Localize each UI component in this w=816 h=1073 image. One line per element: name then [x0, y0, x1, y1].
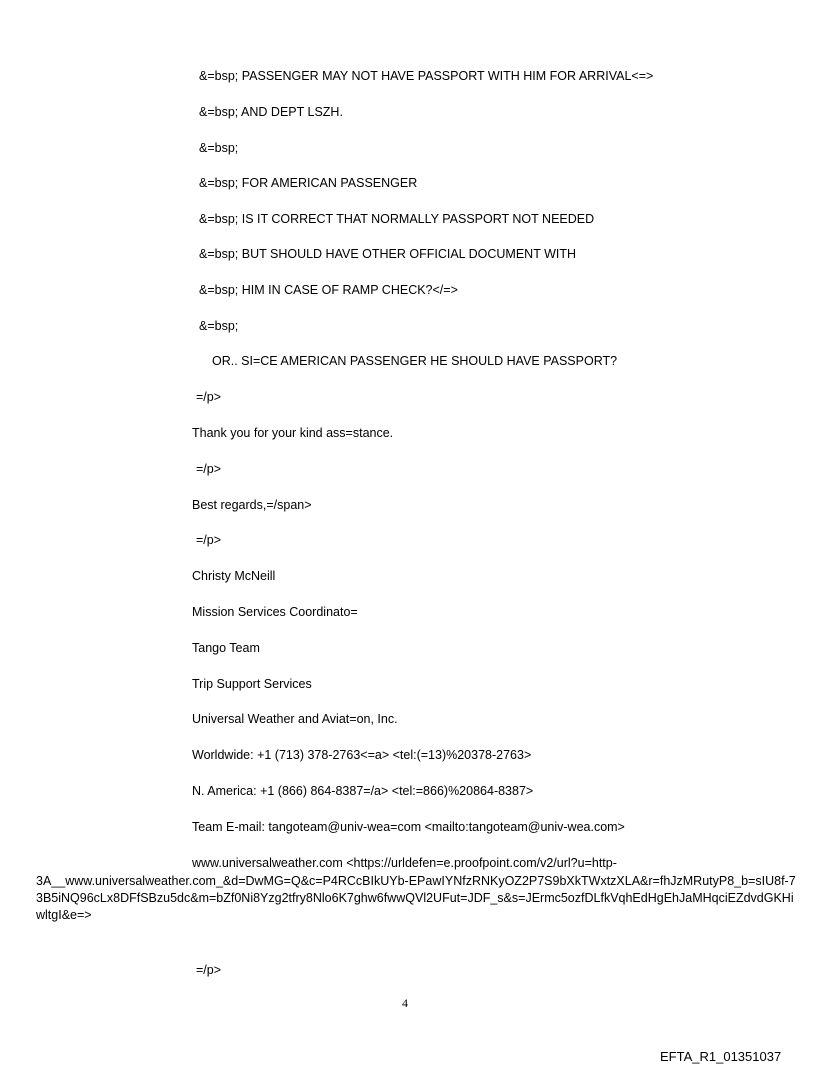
body-line: &=bsp;	[199, 319, 239, 333]
signature-website-url-wrapped: 3A__www.universalweather.com_&d=DwMG=Q&c=P4RCcBIkUYb-EPawIYNfzRNKyOZ2P7S9bXkTWxtzXLA&r=fhJzMRutyP8_b=sIU8f-73B5iNQ96cLx8DFfSBzu5dc&m=bZf0Ni8Yzg2tfry8Nlo6K7ghw6fwwQVl2UFut=JDF_s&s=JErmc5ozfDLfkVqhEdHgEhJaMHqciEZdvdGKHiwltgI&e=>	[36, 874, 796, 922]
signature-title: Mission Services Coordinato=	[192, 605, 358, 619]
body-line: &=bsp; AND DEPT LSZH.	[199, 105, 343, 119]
body-line: &=bsp; BUT SHOULD HAVE OTHER OFFICIAL DOCUMENT WITH	[199, 247, 577, 261]
signature-department: Trip Support Services	[192, 677, 312, 691]
signature-team: Tango Team	[192, 641, 260, 655]
body-line: &=bsp;	[199, 141, 239, 155]
bates-number: EFTA_R1_01351037	[660, 1049, 782, 1064]
body-line: &=bsp; HIM IN CASE OF RAMP CHECK?</=>	[199, 283, 458, 297]
body-line: Thank you for your kind ass=stance.	[192, 426, 394, 440]
signature-email: Team E-mail: tangoteam@univ-wea=com <mailto:tangoteam@univ-wea.com>	[192, 820, 625, 834]
body-line: =/p>	[196, 390, 222, 404]
body-line: =/p>	[196, 462, 222, 476]
body-line: OR.. SI=CE AMERICAN PASSENGER HE SHOULD HAVE PASSPORT?	[212, 354, 618, 368]
page-number: 4	[402, 996, 408, 1010]
signature-phone-na: N. America: +1 (866) 864-8387=/a> <tel:=866)%20864-8387>	[192, 784, 534, 798]
body-line: &=bsp; IS IT CORRECT THAT NORMALLY PASSPORT NOT NEEDED	[199, 212, 595, 226]
signature-name: Christy McNeill	[192, 569, 276, 583]
body-line: &=bsp; PASSENGER MAY NOT HAVE PASSPORT WITH HIM FOR ARRIVAL<=>	[199, 69, 654, 83]
signature-company: Universal Weather and Aviat=on, Inc.	[192, 712, 398, 726]
body-line: &=bsp; FOR AMERICAN PASSENGER	[199, 176, 418, 190]
body-line: =/p>	[196, 963, 222, 977]
signature-website: www.universalweather.com <https://urldefen=e.proofpoint.com/v2/url?u=http-	[192, 856, 617, 870]
body-line: =/p>	[196, 533, 222, 547]
signature-phone-worldwide: Worldwide: +1 (713) 378-2763<=a> <tel:(=13)%20378-2763>	[192, 748, 532, 762]
body-line: Best regards,=/span>	[192, 498, 312, 512]
